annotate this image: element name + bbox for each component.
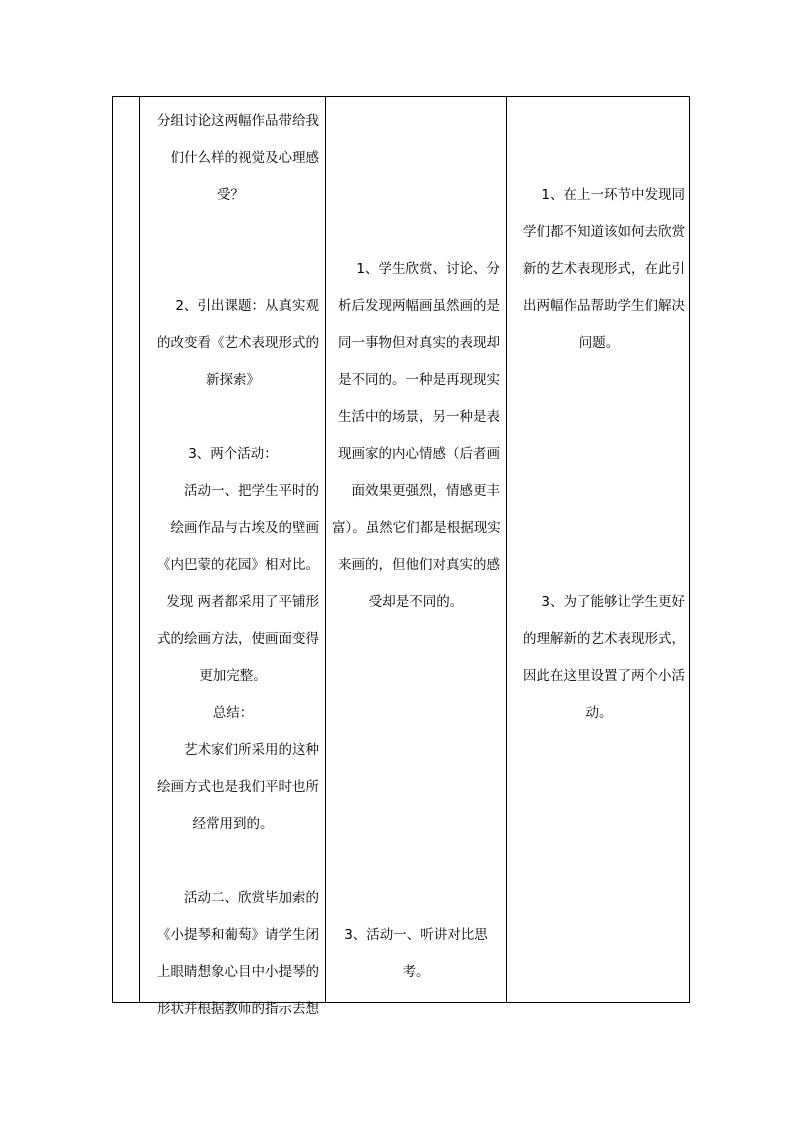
- text-line: 分组讨论这两幅作品带给我: [157, 113, 319, 129]
- lesson-plan-table: [112, 96, 690, 1017]
- text-line: 面效果更强烈，情感更丰: [351, 483, 500, 499]
- text-line: 发现 两者都采用了平铺形: [166, 594, 319, 610]
- text-line: 活动一、把学生平时的: [184, 483, 319, 499]
- text-line: 来画的，但他们对真实的感: [338, 557, 500, 573]
- text-line: 更加完整。: [199, 668, 267, 684]
- text-line: 式的绘画方法，使画面变得: [157, 631, 319, 647]
- text-line: 上眼睛想象心目中小提琴的: [157, 964, 319, 980]
- text-line: 问题。: [578, 335, 620, 351]
- text-line: 考。: [402, 964, 430, 980]
- text-line: 新的艺术表现形式，在此引: [523, 261, 685, 277]
- text-line: 因此在这里设置了两个小活: [523, 668, 685, 684]
- section-heading: 3、两个活动：: [188, 446, 278, 462]
- text-line: 出两幅作品帮助学生们解决: [523, 298, 685, 314]
- text-line: 3、活动一、听讲对比思: [344, 927, 488, 943]
- text-line: 活动二、欣赏毕加索的: [184, 890, 319, 906]
- text-line: 1、在上一环节中发现同: [541, 187, 685, 203]
- text-line: 析后发现两幅画虽然画的是: [338, 298, 500, 314]
- teacher-activity-cell: [147, 103, 319, 1028]
- text-line: 绘画方式也是我们平时也所: [157, 779, 319, 795]
- text-line: 受却是不同的。: [368, 594, 464, 610]
- design-intent-cell: [513, 177, 685, 732]
- text-line: 动。: [585, 705, 613, 721]
- text-line: 现画家的内心情感（后者画: [338, 446, 500, 462]
- text-line: 《小提琴和葡萄》请学生闭: [157, 927, 319, 943]
- text-line: 们什么样的视觉及心理感: [170, 150, 319, 166]
- text-line: 艺术家们所采用的这种: [184, 742, 319, 758]
- text-line: 经常用到的。: [192, 816, 274, 832]
- column-divider: [506, 97, 507, 1002]
- text-line: 形状并根据教师的指示去想: [157, 1001, 319, 1017]
- text-line: 绘画作品与古埃及的壁画: [170, 520, 319, 536]
- column-divider: [139, 97, 140, 1002]
- student-activity-cell: [332, 251, 500, 991]
- text-line: 的改变看《艺术表现形式的: [157, 335, 319, 351]
- text-line: 3、为了能够让学生更好: [541, 594, 685, 610]
- text-line: 的理解新的艺术表现形式，: [523, 631, 685, 647]
- text-line: 新探索》: [206, 372, 260, 388]
- text-line: 2、引出课题：从真实观: [175, 298, 319, 314]
- text-line: 生活中的场景，另一种是表: [338, 409, 500, 425]
- column-divider: [325, 97, 326, 1002]
- text-line: 富）。虽然它们都是根据现实: [332, 520, 501, 536]
- text-line: 1、学生欣赏、讨论、分: [356, 261, 500, 277]
- text-line: 同一事物但对真实的表现却: [338, 335, 500, 351]
- text-line: 学们都不知道该如何去欣赏: [523, 224, 685, 240]
- text-line: 是不同的。一种是再现现实: [338, 372, 500, 388]
- text-line: 受？: [217, 187, 244, 203]
- text-line: 《内巴蒙的花园》相对比。: [157, 557, 319, 573]
- summary-heading: 总结：: [212, 705, 254, 721]
